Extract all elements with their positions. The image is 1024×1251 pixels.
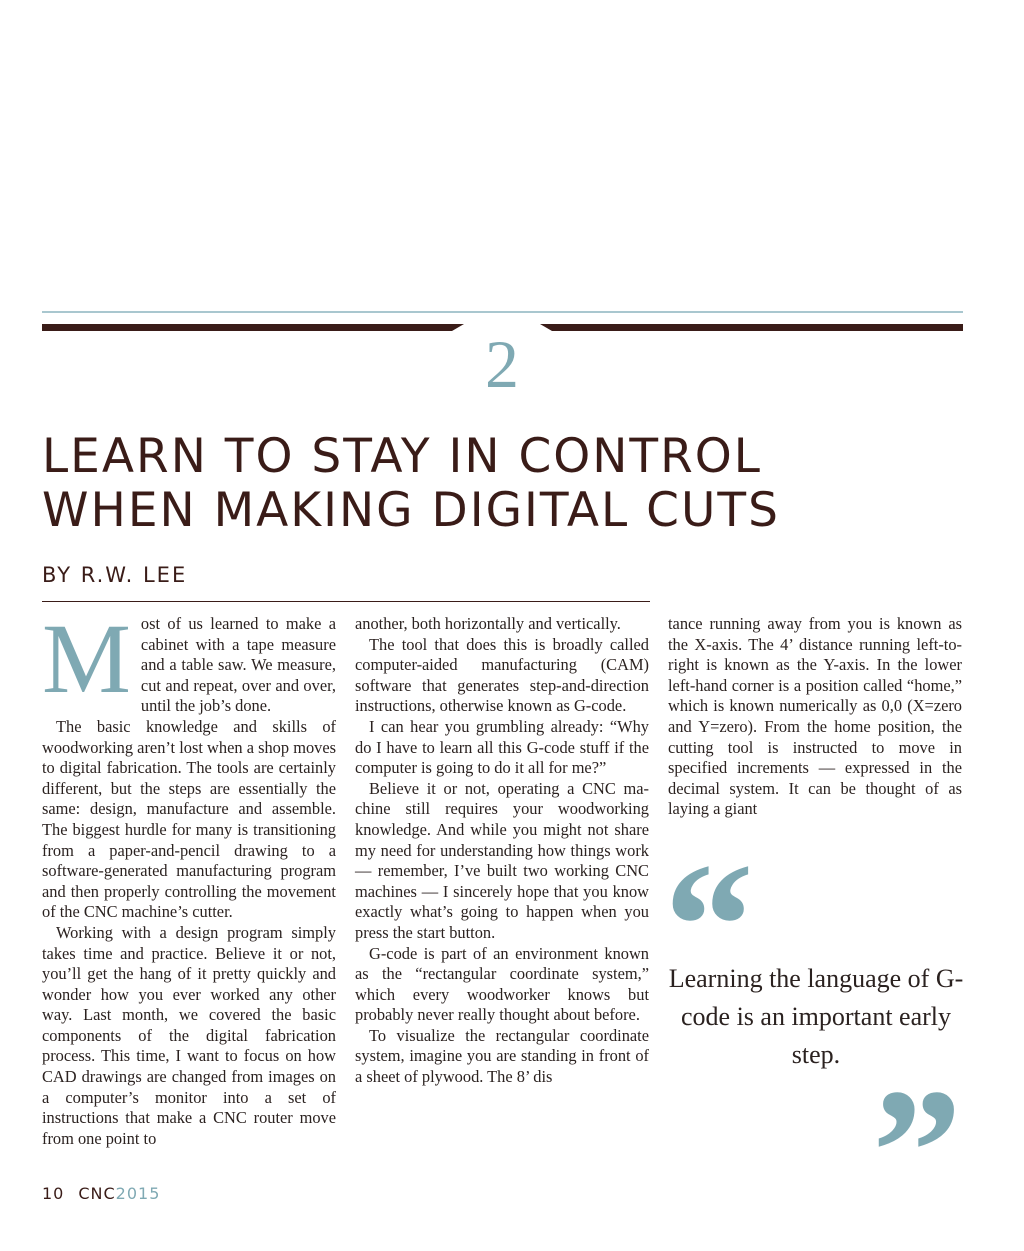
paragraph: Working with a design program simply takes time and practice. Believe it or not, you’ll get the hang of it pretty quickly and wonder how you ever worked any other way. Last month, we covered the basic components of the digital fabrication process. This time, I want to focus on how CAD drawings are changed from images on a computer’s monitor into a set of instructions that make a CNC router move from one point to [42,922,336,1148]
paragraph: tance running away from you is known as the X-axis. The 4’ distance running left-to-right is known as the Y-axis. In the lower left-hand corner is a position called “home,” which is known numerically as 0,0 (X=zero and Y=zero). From the home position, the cutting tool is instructed to move in specified increments — expressed in the decimal system. It can be thought of as laying a giant [668,614,962,819]
publication-year: 2015 [115,1184,161,1203]
chapter-number: 2 [485,326,519,402]
article-headline [42,430,982,538]
top-thick-rule-right [552,324,963,331]
pull-quote: Learning the language of G-code is an important early step. [668,964,964,1069]
article-column-3 [668,614,962,820]
paragraph: another, both horizontally and vertically. [355,614,621,633]
headline-line-2: WHEN MAKING DIGITAL CUTS [42,483,780,538]
top-thin-rule [42,311,963,313]
page-number: 10 [42,1184,65,1203]
drop-cap: M [42,603,131,714]
paragraph: I can hear you grumbling already: “Why do I have to learn all this G-code stuff if the computer is going to do it all for me?” [355,716,649,778]
paragraph: To visualize the rectangular coordinate system, imagine you are standing in front of a sheet of plywood. The 8’ dis [355,1025,649,1087]
publication-name: CNC [78,1184,116,1203]
paragraph-text: ost of us learned to make a cabinet with a tape measure and a table saw. We measure, cut and repeat, over and over, until the job’s done. [140,614,336,716]
article-column-2 [355,614,649,1088]
article-column-1 [42,603,336,1149]
headline-line-1: LEARN TO STAY IN CONTROL [42,429,762,484]
open-quote-icon: “ [664,826,754,1025]
byline: BY R.W. LEE [42,563,188,587]
paragraph [42,603,336,717]
paragraph: The basic knowledge and skills of woodworking aren’t lost when a shop moves to digital fabrication. The tools are certainly different, but the steps are essentially the same: design, manufacture and assemble. The biggest hurdle for many is transitioning from a paper-and-pencil drawing to a software-generated manufacturing program and then properly controlling the movement of the CNC machine’s cutter. [42,716,336,922]
top-thick-rule-left [42,324,452,331]
page-footer [42,1184,160,1203]
byline-rule [42,601,650,602]
paragraph: The tool that does this is broadly called computer-aided manufacturing (CAM) software that generates step-and-direction instructions, otherwise known as G-code. [355,634,649,716]
paragraph: G-code is part of an environment known as the “rectangular coordinate system,” which every woodworker knows but probably never really thought about before. [355,943,649,1025]
close-quote-icon: ” [872,1052,962,1251]
paragraph: Believe it or not, operating a CNC machine still requires your woodworking knowledge. And while you might not share my need for understanding how things work — remember, I’ve built two working CNC machines — I sincerely hope that you know exactly what’s going to happen when you press the start button. [355,778,649,942]
